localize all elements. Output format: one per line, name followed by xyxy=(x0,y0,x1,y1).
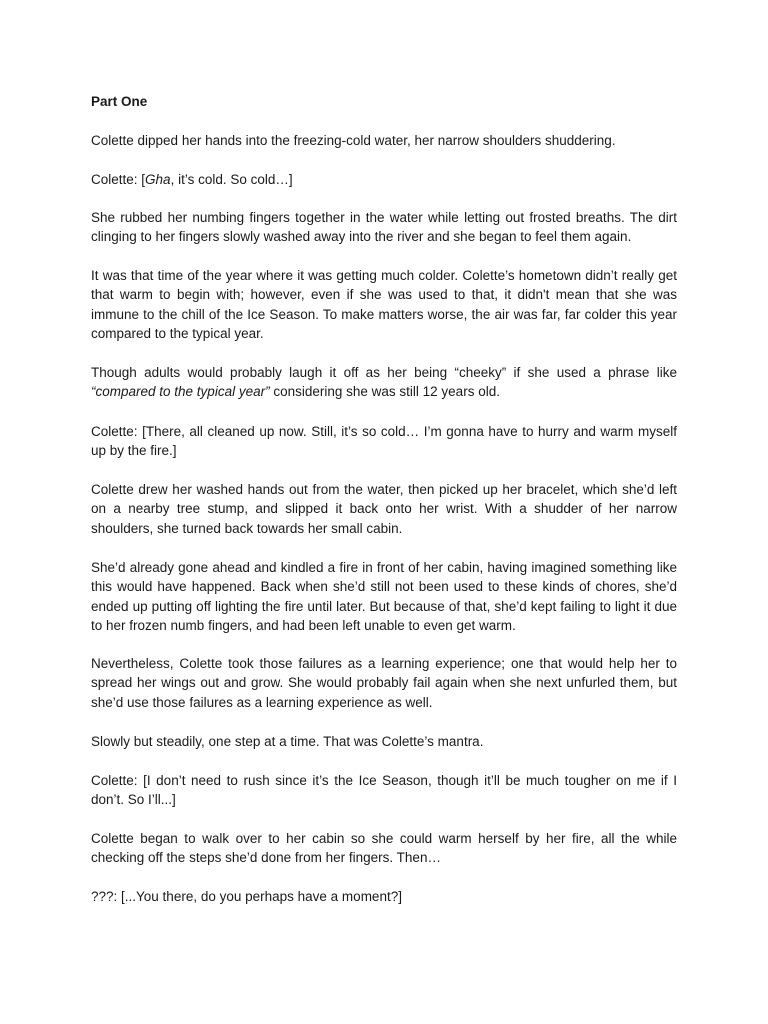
paragraph-10: Slowly but steadily, one step at a time. That was Colette’s mantra. xyxy=(91,734,484,749)
paragraph-9: Nevertheless, Colette took those failures as a learning experience; one that would help her to spread her wings out and grow. She would probably fail again when she next unfurled them, but she’d use those failures as a learning experience as well. xyxy=(91,656,677,710)
paragraph-5-prefix: Though adults would probably laugh it off as her being “cheeky” if she used a phrase like xyxy=(91,365,677,380)
paragraph-4: It was that time of the year where it was getting much colder. Colette’s hometown didn’t really get that warm to begin with; however, even if she was used to that, it didn't mean that she was immune to the chill of the Ice Season. To make matters worse, the air was far, far colder this year compared to the typical year. xyxy=(91,268,677,342)
paragraph-7: Colette drew her washed hands out from the water, then picked up her bracelet, which she’d left on a nearby tree stump, and slipped it back onto her wrist. With a shudder of her narrow shoulders, she turned back towards her small cabin. xyxy=(91,482,677,536)
paragraph-8: She’d already gone ahead and kindled a fire in front of her cabin, having imagined something like this would have happened. Back when she’d still not been used to these kinds of chores, she’d ended up putting off lighting the fire until later. But because of that, she’d kept failing to light it due to her frozen numb fingers, and had been left unable to even get warm. xyxy=(91,560,677,634)
paragraph-11: Colette: [I don’t need to rush since it’s the Ice Season, though it’ll be much tougher on me if I don’t. So I’ll...] xyxy=(91,773,677,808)
paragraph-12: Colette began to walk over to her cabin so she could warm herself by her fire, all the while checking off the steps she’d done from her fingers. Then… xyxy=(91,831,677,866)
paragraph-13: ???: [...You there, do you perhaps have a moment?] xyxy=(91,889,402,904)
paragraph-3: She rubbed her numbing fingers together in the water while letting out frosted breaths. The dirt clinging to her fingers slowly washed away into the river and she began to feel them again. xyxy=(91,210,677,245)
paragraph-2-prefix: Colette: [ xyxy=(91,172,146,187)
page-heading: Part One xyxy=(91,94,148,109)
paragraph-5 xyxy=(91,363,677,402)
paragraph-5-italic: “compared to the typical year” xyxy=(91,384,270,400)
paragraph-2 xyxy=(91,170,677,189)
paragraph-2-suffix: , it’s cold. So cold…] xyxy=(170,172,293,187)
paragraph-2-italic: Gha xyxy=(145,172,171,187)
paragraph-5-suffix: considering she was still 12 years old. xyxy=(269,384,500,400)
paragraph-1: Colette dipped her hands into the freezing-cold water, her narrow shoulders shuddering. xyxy=(91,133,616,148)
paragraph-6: Colette: [There, all cleaned up now. Still, it’s so cold… I’m gonna have to hurry and warm myself up by the fire.] xyxy=(91,424,677,459)
